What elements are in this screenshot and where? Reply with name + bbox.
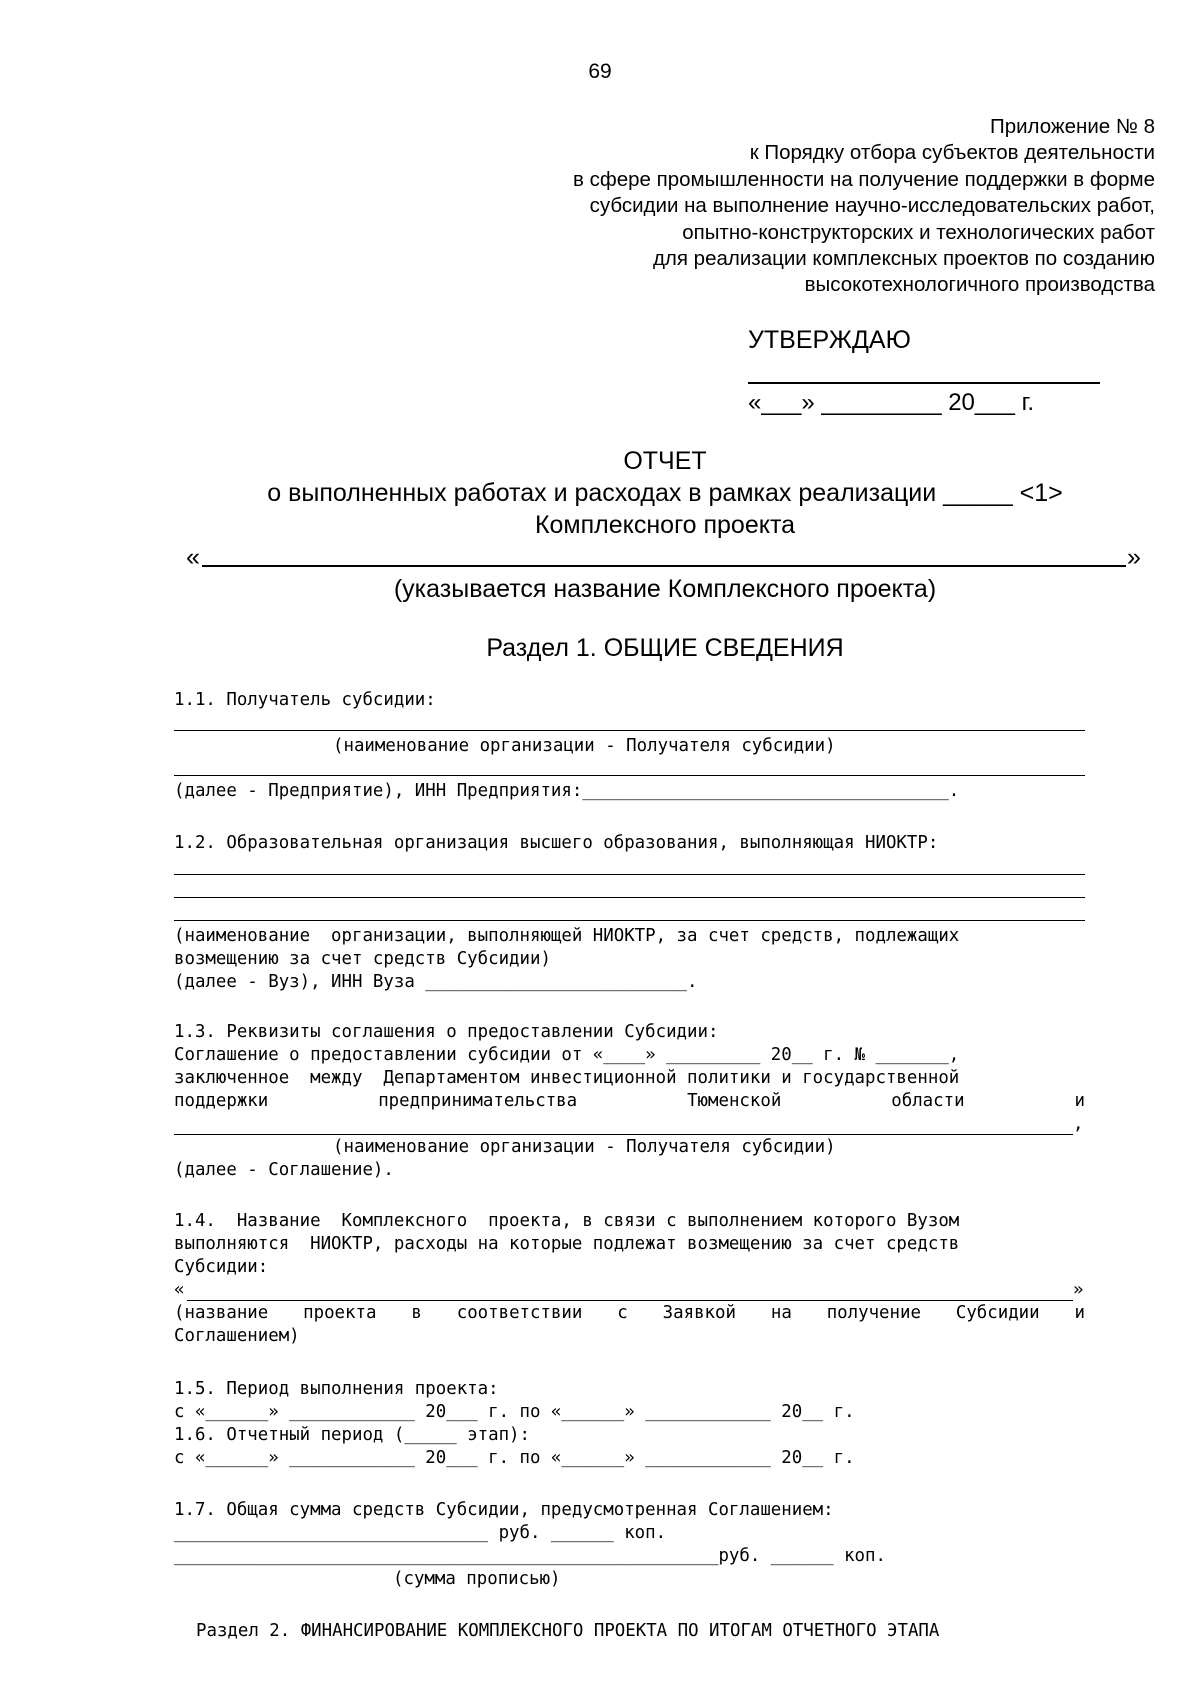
report-title: ОТЧЕТ: [623, 447, 707, 475]
close-quote: »: [1127, 543, 1141, 571]
amount-line: ______________________________ руб. ______ коп.: [174, 1523, 667, 1543]
appendix-line: к Порядку отбора субъектов деятельности: [749, 141, 1155, 165]
project-hint-2: Соглашением): [174, 1326, 300, 1346]
amount-words-hint: (сумма прописью): [393, 1569, 561, 1589]
project-open-quote: «: [174, 1280, 185, 1300]
recipient-hint: (наименование организации - Получателя субсидии): [333, 736, 836, 756]
appendix-header: [573, 114, 1155, 299]
agreement-line-2: заключенное между Департаментом инвестиционной политики и государственной: [174, 1068, 960, 1088]
university-inn-line: (далее - Вуз), ИНН Вуза _________________________.: [174, 972, 698, 992]
s1-7-label: 1.7. Общая сумма средств Субсидии, предусмотренная Соглашением:: [174, 1500, 834, 1520]
agreement-line-3: поддержки предпринимательства Тюменской области и: [174, 1091, 1085, 1111]
section1-heading: Раздел 1. ОБЩИЕ СВЕДЕНИЯ: [486, 634, 844, 662]
agreement-comma: ,: [1073, 1114, 1084, 1134]
university-hint-2: возмещению за счет средств Субсидии): [174, 949, 551, 969]
s1-5-dates: с «______» ____________ 20___ г. по «______» ____________ 20__ г.: [174, 1402, 855, 1422]
appendix-line: субсидии на выполнение научно-исследовательских работ,: [589, 194, 1155, 218]
approval-word: УТВЕРЖДАЮ: [748, 326, 911, 354]
s1-1-label: 1.1. Получатель субсидии:: [174, 690, 436, 710]
project-hint-1: (название проекта в соответствии с Заявкой на получение Субсидии и: [174, 1303, 1085, 1323]
appendix-line: высокотехнологичного производства: [804, 273, 1155, 297]
university-line-2: [174, 897, 1085, 898]
s1-2-label: 1.2. Образовательная организация высшего образования, выполняющая НИОКТР:: [174, 833, 939, 853]
approval-date-line: «___» _________ 20___ г.: [748, 389, 1035, 416]
university-hint-1: (наименование организации, выполняющей НИОКТР, за счет средств, подлежащих: [174, 926, 960, 946]
section2-heading: Раздел 2. ФИНАНСИРОВАНИЕ КОМПЛЕКСНОГО ПРОЕКТА ПО ИТОГАМ ОТЧЕТНОГО ЭТАПА: [196, 1621, 940, 1641]
project-name-line-1: 1.4. Название Комплексного проекта, в связи с выполнением которого Вузом: [174, 1211, 960, 1231]
appendix-line: Приложение № 8: [989, 115, 1155, 138]
agreement-hint: (наименование организации - Получателя субсидии): [333, 1137, 836, 1157]
university-line-3: [174, 920, 1085, 921]
agreement-recipient-line: [174, 1134, 1073, 1135]
appendix-line: опытно-конструкторских и технологических работ: [682, 220, 1155, 244]
s1-6-label: 1.6. Отчетный период (_____ этап):: [174, 1425, 530, 1445]
s1-3-label: 1.3. Реквизиты соглашения о предоставлении Субсидии:: [174, 1022, 719, 1042]
s1-6-dates: с «______» ____________ 20___ г. по «______» ____________ 20__ г.: [174, 1448, 855, 1468]
recipient-inn-line: (далее - Предприятие), ИНН Предприятия:___________________________________.: [174, 781, 960, 801]
university-line-1: [174, 874, 1085, 875]
project-name-line-3: Субсидии:: [174, 1257, 269, 1277]
project-name-hint: (указывается название Комплексного проекта): [393, 575, 937, 603]
appendix-line: для реализации комплексных проектов по созданию: [652, 247, 1155, 271]
agreement-line-5: (далее - Соглашение).: [174, 1160, 394, 1180]
recipient-line: [174, 730, 1085, 731]
report-subtitle-2: Комплексного проекта: [534, 511, 796, 539]
signature-line: [748, 382, 1100, 384]
project-title-line: [187, 1300, 1073, 1301]
agreement-line-1: Соглашение о предоставлении субсидии от «____» _________ 20__ г. № _______,: [174, 1045, 960, 1065]
amount-words-line: ____________________________________________________руб. ______ коп.: [174, 1546, 886, 1566]
report-subtitle: о выполненных работах и расходах в рамках реализации _____ <1>: [267, 479, 1063, 507]
open-quote: «: [186, 543, 200, 571]
project-close-quote: »: [1073, 1280, 1084, 1300]
project-name-line: [202, 565, 1126, 567]
project-name-line-2: выполняются НИОКТР, расходы на которые подлежат возмещению за счет средств: [174, 1234, 960, 1254]
recipient-line-2: [174, 775, 1085, 776]
s1-5-label: 1.5. Период выполнения проекта:: [174, 1379, 499, 1399]
appendix-line: в сфере промышленности на получение поддержки в форме: [573, 167, 1155, 191]
page-number: 69: [588, 60, 612, 83]
